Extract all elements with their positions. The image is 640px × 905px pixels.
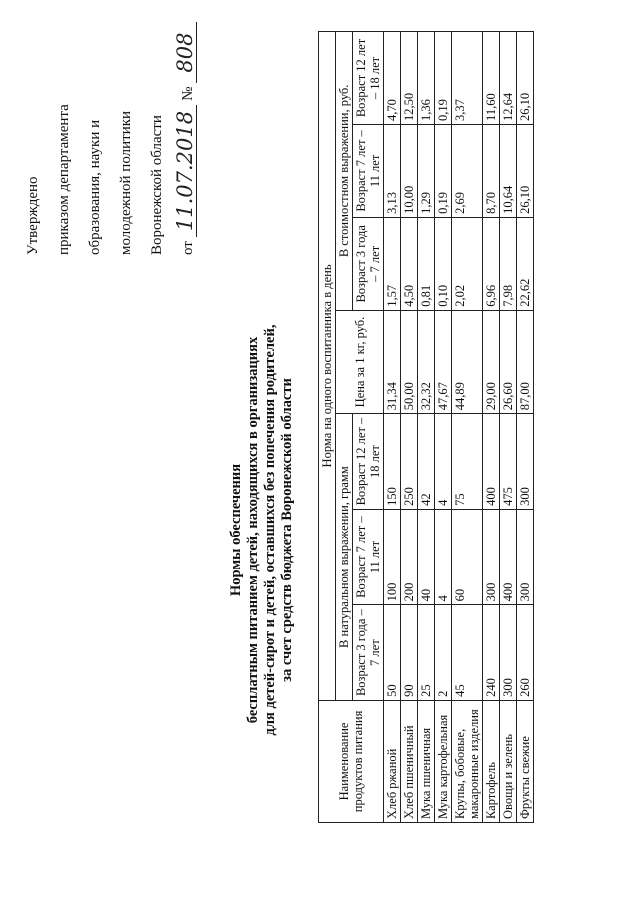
cell-grams-2: 200 — [401, 509, 418, 605]
cell-name: Хлеб пшеничный — [401, 700, 418, 822]
header-age-cost-1: Возраст 3 года – 7 лет — [353, 217, 384, 310]
table-row — [500, 32, 517, 823]
cell-price: 47,67 — [435, 310, 452, 414]
cell-rub-2: 1,29 — [418, 124, 435, 217]
from-label: от — [180, 241, 196, 255]
cell-rub-3: 1,36 — [418, 32, 435, 125]
approval-line: Утверждено — [25, 176, 41, 255]
handwritten-date: 11.07.2018 — [174, 105, 197, 237]
cell-grams-2: 40 — [418, 509, 435, 605]
header-age-natural-3: Возраст 12 лет – 18 лет — [353, 414, 384, 510]
cell-grams-1: 240 — [483, 605, 500, 701]
approval-line: приказом департамента — [56, 104, 72, 255]
cell-rub-1: 1,57 — [384, 217, 401, 310]
cell-grams-3: 150 — [384, 414, 401, 510]
header-age-natural-1: Возраст 3 года – 7 лет — [353, 605, 384, 701]
header-natural: В натуральном выражении, грамм — [336, 414, 353, 701]
cell-rub-2: 3,13 — [384, 124, 401, 217]
cell-grams-3: 4 — [435, 414, 452, 510]
header-age-cost-3: Возраст 12 лет – 18 лет — [353, 32, 384, 125]
cell-rub-2: 10,64 — [500, 124, 517, 217]
cell-rub-1: 2,02 — [452, 217, 483, 310]
cell-rub-3: 11,60 — [483, 32, 500, 125]
cell-grams-3: 250 — [401, 414, 418, 510]
cell-rub-2: 8,70 — [483, 124, 500, 217]
cell-price: 87,00 — [517, 310, 534, 414]
approval-line: образования, науки и — [87, 119, 103, 255]
cell-rub-1: 22,62 — [517, 217, 534, 310]
cell-price: 44,89 — [452, 310, 483, 414]
title-line: для детей-сирот и детей, оставшихся без попечения родителей, — [262, 324, 278, 736]
norms-table — [318, 31, 534, 823]
cell-grams-1: 300 — [500, 605, 517, 701]
cell-grams-3: 75 — [452, 414, 483, 510]
cell-grams-2: 300 — [483, 509, 500, 605]
table-row — [483, 32, 500, 823]
cell-rub-2: 10,00 — [401, 124, 418, 217]
header-cost: В стоимостном выражении, руб. — [336, 32, 353, 311]
cell-price: 26,60 — [500, 310, 517, 414]
cell-grams-1: 50 — [384, 605, 401, 701]
cell-grams-1: 90 — [401, 605, 418, 701]
table-row — [452, 32, 483, 823]
cell-grams-3: 475 — [500, 414, 517, 510]
header-age-cost-2: Возраст 7 лет – 11 лет — [353, 124, 384, 217]
title-line: бесплатным питанием детей, находящихся в организациях — [245, 336, 261, 724]
title-line: Нормы обеспечения — [228, 463, 244, 597]
cell-name: Крупы, бобовые, макаронные изделия — [452, 700, 483, 822]
cell-rub-3: 12,64 — [500, 32, 517, 125]
header-name: Наименование продуктов питания — [319, 700, 384, 822]
cell-rub-3: 0,19 — [435, 32, 452, 125]
table-row — [384, 32, 401, 823]
approval-block — [18, 15, 204, 255]
cell-price: 50,00 — [401, 310, 418, 414]
cell-name: Фрукты свежие — [517, 700, 534, 822]
cell-grams-1: 25 — [418, 605, 435, 701]
cell-rub-1: 0,81 — [418, 217, 435, 310]
cell-price: 29,00 — [483, 310, 500, 414]
cell-rub-3: 3,37 — [452, 32, 483, 125]
cell-price: 31,34 — [384, 310, 401, 414]
cell-grams-2: 100 — [384, 509, 401, 605]
cell-name: Картофель — [483, 700, 500, 822]
approval-line: Воронежской области — [149, 115, 165, 255]
cell-rub-1: 0,10 — [435, 217, 452, 310]
cell-name: Мука картофельная — [435, 700, 452, 822]
cell-rub-3: 4,70 — [384, 32, 401, 125]
approval-date-line — [173, 15, 204, 255]
title-line: за счет средств бюджета Воронежской области — [279, 378, 295, 682]
cell-grams-1: 260 — [517, 605, 534, 701]
cell-rub-2: 0,19 — [435, 124, 452, 217]
number-label: № — [180, 86, 196, 101]
cell-rub-3: 26,10 — [517, 32, 534, 125]
header-age-natural-2: Возраст 7 лет – 11 лет — [353, 509, 384, 605]
cell-name: Хлеб ржаной — [384, 700, 401, 822]
cell-grams-2: 60 — [452, 509, 483, 605]
cell-grams-3: 42 — [418, 414, 435, 510]
cell-name: Овощи и зелень — [500, 700, 517, 822]
cell-grams-2: 400 — [500, 509, 517, 605]
cell-grams-2: 300 — [517, 509, 534, 605]
cell-rub-1: 4,50 — [401, 217, 418, 310]
cell-rub-2: 26,10 — [517, 124, 534, 217]
handwritten-number: 808 — [174, 22, 197, 82]
cell-rub-3: 12,50 — [401, 32, 418, 125]
table-row — [517, 32, 534, 823]
cell-grams-1: 2 — [435, 605, 452, 701]
cell-grams-3: 300 — [517, 414, 534, 510]
table-row — [418, 32, 435, 823]
cell-name: Мука пшеничная — [418, 700, 435, 822]
cell-rub-2: 2,69 — [452, 124, 483, 217]
approval-line: молодежной политики — [118, 110, 134, 255]
header-price: Цена за 1 кг, руб. — [336, 310, 384, 414]
header-group: Норма на одного воспитанника в день — [319, 32, 336, 701]
cell-grams-2: 4 — [435, 509, 452, 605]
cell-grams-1: 45 — [452, 605, 483, 701]
table-row — [435, 32, 452, 823]
cell-grams-3: 400 — [483, 414, 500, 510]
document-title — [228, 235, 296, 825]
table-row — [401, 32, 418, 823]
cell-rub-1: 7,98 — [500, 217, 517, 310]
cell-rub-1: 6,96 — [483, 217, 500, 310]
cell-price: 32,32 — [418, 310, 435, 414]
